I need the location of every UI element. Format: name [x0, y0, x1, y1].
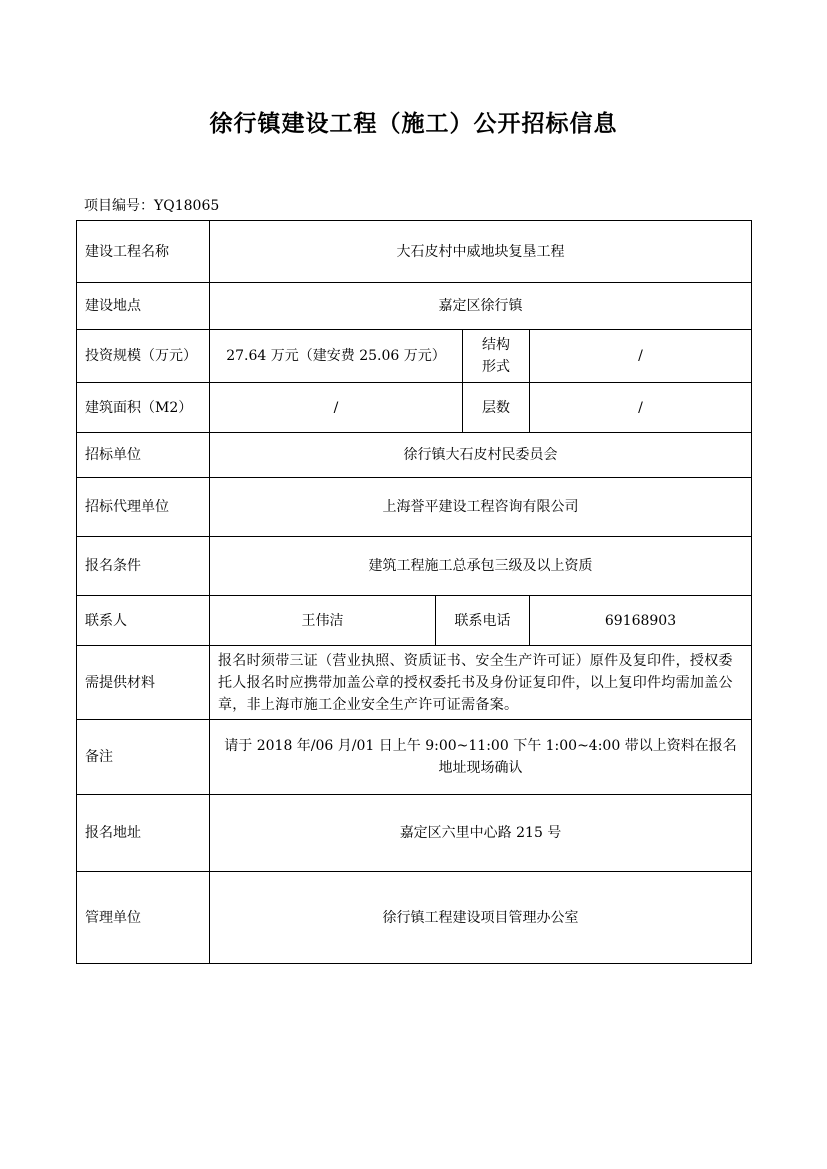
management-value: 徐行镇工程建设项目管理办公室 [210, 872, 752, 964]
row-management [77, 872, 752, 964]
contact-value: 王伟洁 [210, 596, 436, 646]
phone-value: 69168903 [530, 596, 752, 646]
phone-label: 联系电话 [436, 596, 530, 646]
materials-value: 报名时须带三证（营业执照、资质证书、安全生产许可证）原件及复印件，授权委托人报名时应携带加盖公章的授权委托书及身份证复印件，以上复印件均需加盖公章，非上海市施工企业安全生产许可证需备案。 [210, 646, 752, 720]
row-tenderer [77, 433, 752, 478]
address-label: 报名地址 [77, 795, 210, 872]
tender-info-table [76, 220, 752, 964]
project-name-label: 建设工程名称 [77, 221, 210, 283]
floors-label: 层数 [463, 383, 530, 433]
structure-value: / [530, 330, 752, 383]
location-value: 嘉定区徐行镇 [210, 283, 752, 330]
area-value: / [210, 383, 463, 433]
requirements-value: 建筑工程施工总承包三级及以上资质 [210, 537, 752, 596]
address-value: 嘉定区六里中心路 215 号 [210, 795, 752, 872]
structure-label-line2: 形式 [482, 359, 510, 375]
project-number-value: YQ18065 [154, 198, 220, 214]
investment-value: 27.64 万元（建安费 25.06 万元） [210, 330, 463, 383]
row-requirements [77, 537, 752, 596]
row-remarks [77, 720, 752, 795]
row-location [77, 283, 752, 330]
floors-value: / [530, 383, 752, 433]
project-number-label: 项目编号： [84, 198, 154, 214]
row-agency [77, 478, 752, 537]
row-project-name [77, 221, 752, 283]
investment-label: 投资规模（万元） [77, 330, 210, 383]
agency-label: 招标代理单位 [77, 478, 210, 537]
row-contact [77, 596, 752, 646]
structure-label [463, 330, 530, 383]
remarks-label: 备注 [77, 720, 210, 795]
row-investment [77, 330, 752, 383]
requirements-label: 报名条件 [77, 537, 210, 596]
row-area [77, 383, 752, 433]
agency-value: 上海誉平建设工程咨询有限公司 [210, 478, 752, 537]
project-number [84, 196, 219, 216]
contact-label: 联系人 [77, 596, 210, 646]
document-title: 徐行镇建设工程（施工）公开招标信息 [209, 110, 618, 137]
materials-label: 需提供材料 [77, 646, 210, 720]
location-label: 建设地点 [77, 283, 210, 330]
tenderer-value: 徐行镇大石皮村民委员会 [210, 433, 752, 478]
project-name-value: 大石皮村中威地块复垦工程 [210, 221, 752, 283]
remarks-value: 请于 2018 年/06 月/01 日上午 9:00~11:00 下午 1:00~4:00 带以上资料在报名地址现场确认 [210, 720, 752, 795]
row-address [77, 795, 752, 872]
area-label: 建筑面积（M2） [77, 383, 210, 433]
structure-label-line1: 结构 [482, 337, 510, 353]
management-label: 管理单位 [77, 872, 210, 964]
row-materials [77, 646, 752, 720]
tenderer-label: 招标单位 [77, 433, 210, 478]
